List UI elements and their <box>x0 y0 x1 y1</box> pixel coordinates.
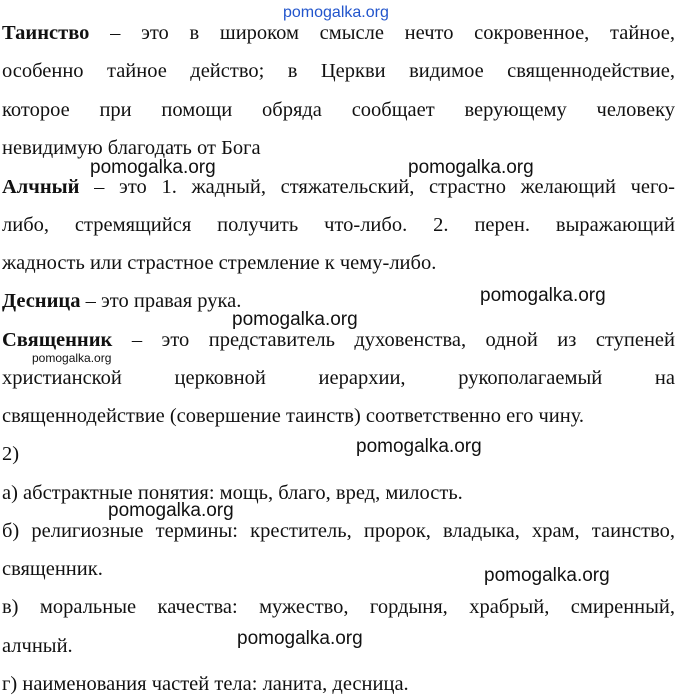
definition-1-line-2: особенно тайное действо; в Церкви видимое священнодействие, <box>2 60 675 82</box>
watermark-8: pomogalka.org <box>484 565 610 586</box>
section-2-item-a: а) абстрактные понятия: мощь, благо, вред, милость. <box>2 482 463 504</box>
definition-4-line-3: священнодействие (совершение таинств) соответственно его чину. <box>2 405 585 427</box>
watermark-6: pomogalka.org <box>356 436 482 457</box>
section-2-item-b-line-2: священник. <box>2 558 103 580</box>
section-2-item-v-line-2: алчный. <box>2 635 73 657</box>
watermark-4: pomogalka.org <box>232 309 358 330</box>
section-2-item-g: г) наименования частей тела: ланита, десница. <box>2 673 409 695</box>
definition-1-line-4: невидимую благодать от Бога <box>2 137 261 159</box>
definition-4-line-1 <box>2 328 675 352</box>
definition-4-text-1: – это представитель духовенства, одной из ступеней <box>112 329 675 351</box>
term-tainstvo: Таинство <box>2 22 90 44</box>
section-2-item-b-line-1: б) религиозные термины: креститель, пророк, владыка, храм, таинство, <box>2 520 675 542</box>
watermark-5: pomogalka.org <box>32 351 112 365</box>
definition-1-line-3: которое при помощи обряда сообщает верующему человеку <box>2 99 675 121</box>
section-2-label: 2) <box>2 443 20 465</box>
term-svyashchennik: Священник <box>2 329 113 351</box>
watermark-2: pomogalka.org <box>408 157 534 178</box>
definition-2-line-2: либо, стремящийся получить что-либо. 2. перен. выражающий <box>2 214 675 236</box>
definition-4-line-2: христианской церковной иерархии, рукополагаемый на <box>2 367 675 389</box>
watermark-1: pomogalka.org <box>90 157 216 178</box>
section-2-item-v-line-1: в) моральные качества: мужество, гордыня, храбрый, смиренный, <box>2 596 675 618</box>
watermark-top: pomogalka.org <box>283 4 389 21</box>
term-alchny: Алчный <box>2 176 80 198</box>
term-desnitsa: Десница <box>2 290 81 312</box>
watermark-9: pomogalka.org <box>237 628 363 649</box>
definition-1-line-1 <box>2 21 675 45</box>
definition-2-text-1: – это 1. жадный, стяжательский, страстно желающий чего- <box>79 176 675 198</box>
watermark-3: pomogalka.org <box>480 285 606 306</box>
definition-3-text-1: – это правая рука. <box>80 290 242 312</box>
definition-1-text-1: – это в широком смысле нечто сокровенное, тайное, <box>89 22 675 44</box>
watermark-7: pomogalka.org <box>108 500 234 521</box>
definition-2-line-3: жадность или страстное стремление к чему-либо. <box>2 252 437 274</box>
